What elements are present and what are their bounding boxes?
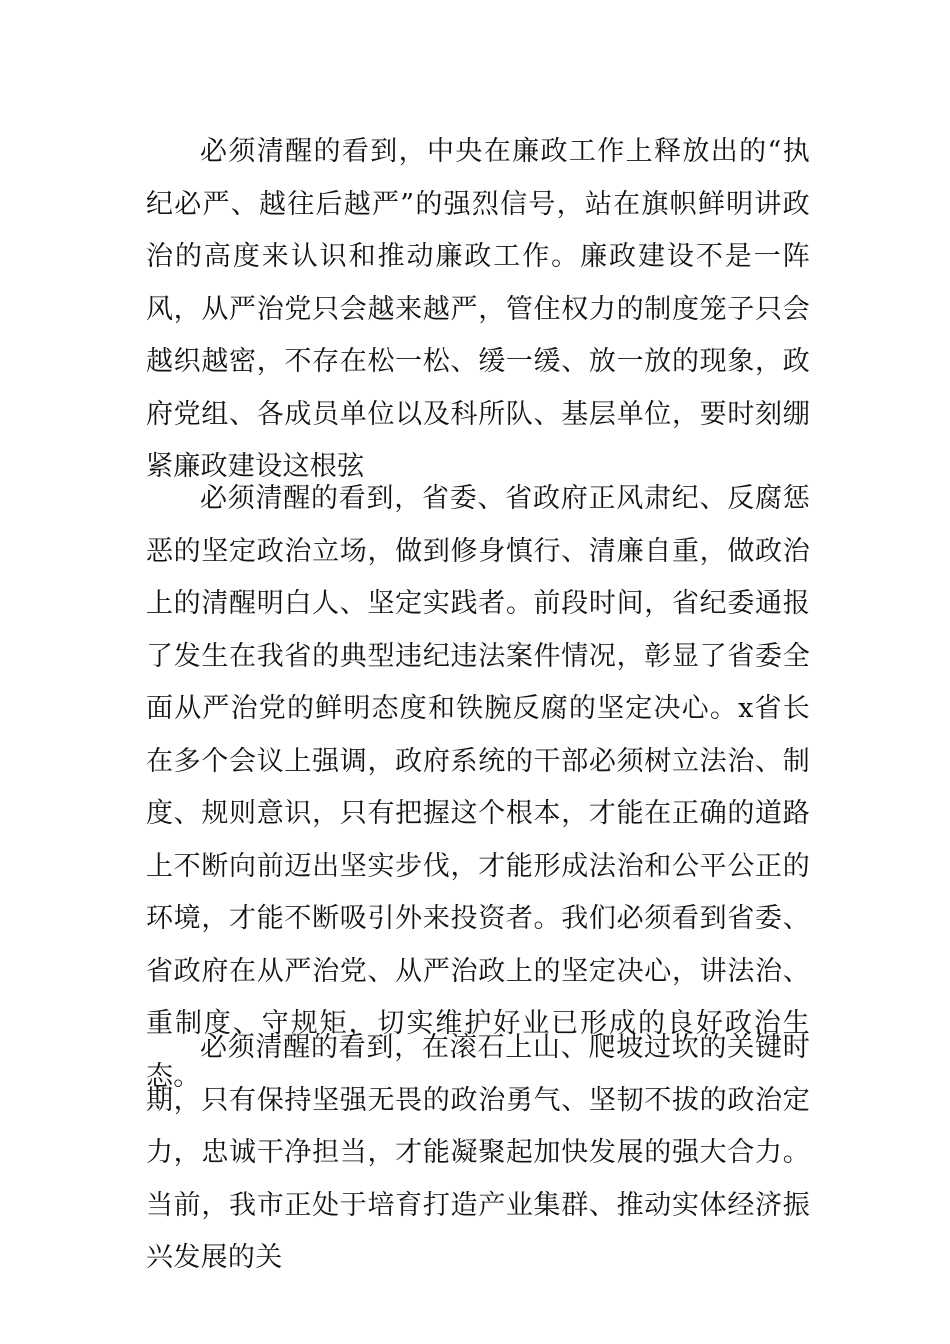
paragraph-1: 必须清醒的看到，中央在廉政工作上释放出的“执纪必严、越往后越严”的强烈信号，站在旗帜鲜明讲政治的高度来认识和推动廉政工作。廉政建设不是一阵风，从严治党只会越来越严，管住权力的制度笼子只会越织越密，不存在松一松、缓一缓、放一放的现象，政府党组、各成员单位以及科所队、基层单位，要时刻绷紧廉政建设这根弦 (146, 136, 810, 482)
paragraph-3: 必须清醒的看到，在滚石上山、爬坡过坎的关键时期，只有保持坚强无畏的政治勇气、坚韧不拔的政治定力，忠诚干净担当，才能凝聚起加快发展的强大合力。当前，我市正处于培育打造产业集群、推动实体经济振兴发展的关 (146, 1032, 810, 1273)
paragraph-2: 必须清醒的看到，省委、省政府正风肃纪、反腐惩恶的坚定政治立场，做到修身慎行、清廉自重，做政治上的清醒明白人、坚定实践者。前段时间，省纪委通报了发生在我省的典型违纪违法案件情况，彰显了省委全面从严治党的鲜明态度和铁腕反腐的坚定决心。x省长在多个会议上强调，政府系统的干部必须树立法治、制度、规则意识，只有把握这个根本，才能在正确的道路上不断向前迈出坚实步伐，才能形成法治和公平公正的环境，才能不断吸引外来投资者。我们必须看到省委、省政府在从严治党、从严治政上的坚定决心，讲法治、重制度、守规矩，切实维护好业已形成的良好政治生态。 (146, 483, 810, 1092)
